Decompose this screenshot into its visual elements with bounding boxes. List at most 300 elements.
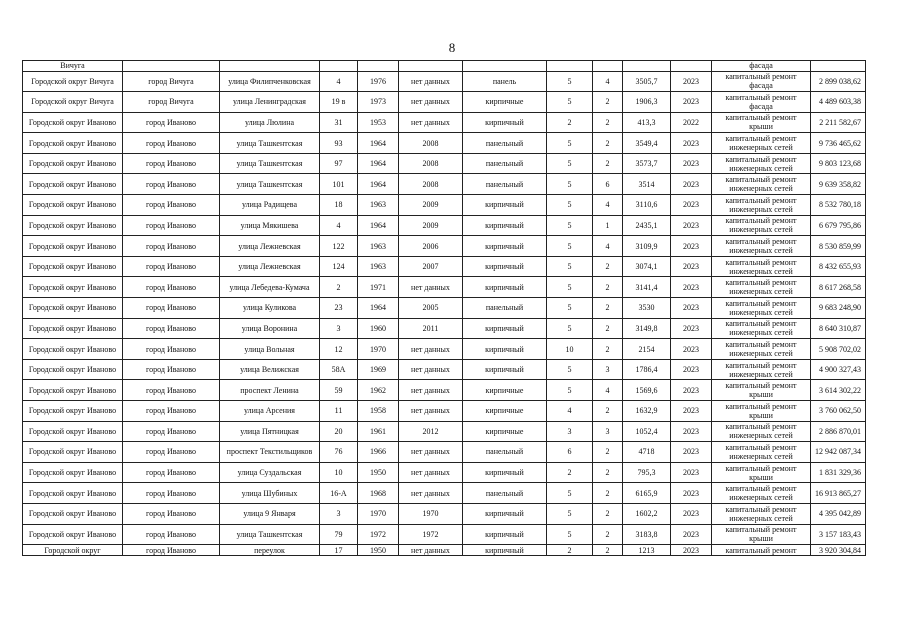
cell-district: Городской округ Иваново <box>23 112 123 133</box>
cell-floors: 5 <box>547 236 593 257</box>
cell-floors: 5 <box>547 380 593 401</box>
cell-cost: 9 736 465,62 <box>811 133 866 154</box>
cell-settlement: город Иваново <box>123 195 220 216</box>
cell-street: улица Шубиных <box>220 483 320 504</box>
cell-plan-year: 2023 <box>671 71 712 92</box>
cell-plan-year: 2023 <box>671 277 712 298</box>
cell-cost: 2 886 870,01 <box>811 421 866 442</box>
cell-year-last-repair: 2009 <box>399 195 463 216</box>
table-row <box>23 421 866 442</box>
cell-floors: 5 <box>547 298 593 319</box>
cell-cost: 9 639 358,82 <box>811 174 866 195</box>
cell-area: 1632,9 <box>623 401 671 422</box>
cell-street: улица Ташкентская <box>220 133 320 154</box>
cell-year-built: 1962 <box>358 380 399 401</box>
table-row <box>23 195 866 216</box>
cell-settlement: город Иваново <box>123 153 220 174</box>
cell-cost: 3 920 304,84 <box>811 545 866 556</box>
cell-area: 3514 <box>623 174 671 195</box>
cell-area: 6165,9 <box>623 483 671 504</box>
cell-house-number: 124 <box>320 256 358 277</box>
page-number: 8 <box>448 40 456 55</box>
cell-plan-year: 2023 <box>671 442 712 463</box>
table-row <box>23 401 866 422</box>
cell-year-last-repair: 2008 <box>399 174 463 195</box>
cell-work-type: капитальный ремонт инженерных сетей <box>712 503 811 524</box>
cell-year-built: 1970 <box>358 503 399 524</box>
cell-district: Городской округ Иваново <box>23 483 123 504</box>
cell-wall-material: кирпичный <box>463 524 547 545</box>
cell-floors: 5 <box>547 359 593 380</box>
cell-cost: 8 640 310,87 <box>811 318 866 339</box>
cell-floors: 5 <box>547 256 593 277</box>
cell-district: Городской округ Иваново <box>23 421 123 442</box>
cell-wall-material: панель <box>463 71 547 92</box>
cell-house-number: 20 <box>320 421 358 442</box>
cell-plan-year: 2023 <box>671 401 712 422</box>
cell-street: улица Лежневская <box>220 256 320 277</box>
cell-plan-year: 2023 <box>671 174 712 195</box>
cell-wall-material: кирпичный <box>463 236 547 257</box>
cell-work-type: капитальный ремонт крыши <box>712 112 811 133</box>
cell-street: улица Филипченковская <box>220 71 320 92</box>
cell-year-built: 1968 <box>358 483 399 504</box>
housing-repair-table <box>22 60 866 556</box>
table-body <box>23 61 866 556</box>
cell-work-type: капитальный ремонт инженерных сетей <box>712 133 811 154</box>
cell-street: улица Пятницкая <box>220 421 320 442</box>
cell-work-type: капитальный ремонт инженерных сетей <box>712 442 811 463</box>
cell-entrances: 2 <box>593 277 623 298</box>
cell-wall-material: панельный <box>463 298 547 319</box>
cell-plan-year: 2023 <box>671 421 712 442</box>
cell-year-built: 1958 <box>358 401 399 422</box>
table-row <box>23 133 866 154</box>
cell-cost: 1 831 329,36 <box>811 462 866 483</box>
cell-settlement: город Иваново <box>123 174 220 195</box>
cell-year-last-repair: 2009 <box>399 215 463 236</box>
cell-settlement: город Иваново <box>123 256 220 277</box>
cell-house-number: 4 <box>320 215 358 236</box>
cell-entrances: 2 <box>593 112 623 133</box>
cell-area: 795,3 <box>623 462 671 483</box>
table-row <box>23 503 866 524</box>
cell-district: Городской округ Иваново <box>23 174 123 195</box>
cell-district: Городской округ Иваново <box>23 133 123 154</box>
cell-wall-material: кирпичный <box>463 318 547 339</box>
table-row <box>23 318 866 339</box>
cell-house-number: 3 <box>320 318 358 339</box>
table-row <box>23 256 866 277</box>
cell-district: Городской округ Иваново <box>23 256 123 277</box>
cell-work-type: капитальный ремонт инженерных сетей <box>712 195 811 216</box>
cell-year-last-repair: 2012 <box>399 421 463 442</box>
cell-entrances: 2 <box>593 545 623 556</box>
cell-year-built: 1960 <box>358 318 399 339</box>
cell-entrances: 2 <box>593 256 623 277</box>
cell-house-number: 4 <box>320 71 358 92</box>
cell-floors: 4 <box>547 401 593 422</box>
cell-district: Городской округ Иваново <box>23 277 123 298</box>
cell-street: улица Куликова <box>220 298 320 319</box>
cell-settlement: город Иваново <box>123 112 220 133</box>
cell-wall-material: панельный <box>463 442 547 463</box>
cell-area: 1213 <box>623 545 671 556</box>
cell-entrances: 3 <box>593 421 623 442</box>
cell-house-number: 11 <box>320 401 358 422</box>
table-row <box>23 153 866 174</box>
cell-district: Городской округ Иваново <box>23 401 123 422</box>
cell-street: улица Лебедева-Кумача <box>220 277 320 298</box>
cell-wall-material: кирпичный <box>463 277 547 298</box>
cell-floors: 5 <box>547 71 593 92</box>
table-row <box>23 339 866 360</box>
cell-area: 3549,4 <box>623 133 671 154</box>
cell-work-type: капитальный ремонт инженерных сетей <box>712 359 811 380</box>
cell-house-number: 19 в <box>320 92 358 113</box>
cell-work-type: капитальный ремонт инженерных сетей <box>712 298 811 319</box>
table-row <box>23 545 866 556</box>
cell-floors: 2 <box>547 112 593 133</box>
cell-area: 1906,3 <box>623 92 671 113</box>
cell-settlement: город Иваново <box>123 359 220 380</box>
cell-wall-material: кирпичные <box>463 380 547 401</box>
cell-year-last-repair: нет данных <box>399 462 463 483</box>
cell-plan-year: 2023 <box>671 256 712 277</box>
cell-street: улица Ленинградская <box>220 92 320 113</box>
cell-wall-material: кирпичный <box>463 462 547 483</box>
cell-street: проспект Текстильщиков <box>220 442 320 463</box>
cell-plan-year: 2023 <box>671 236 712 257</box>
cell-year-built: 1950 <box>358 545 399 556</box>
cell-area: 1602,2 <box>623 503 671 524</box>
cell-house-number: 59 <box>320 380 358 401</box>
cell-house-number: 122 <box>320 236 358 257</box>
cell-cost: 2 899 038,62 <box>811 71 866 92</box>
cell-cost: 8 617 268,58 <box>811 277 866 298</box>
cell-house-number: 2 <box>320 277 358 298</box>
cell-work-type: капитальный ремонт инженерных сетей <box>712 236 811 257</box>
cell-entrances: 4 <box>593 195 623 216</box>
cell-settlement: город Иваново <box>123 318 220 339</box>
cell-street: улица Ташкентская <box>220 524 320 545</box>
cell-year-last-repair: нет данных <box>399 277 463 298</box>
cell-year-built: 1970 <box>358 339 399 360</box>
cell-work-type: капитальный ремонт инженерных сетей <box>712 339 811 360</box>
cell-plan-year: 2023 <box>671 92 712 113</box>
table-row <box>23 380 866 401</box>
cell-entrances: 6 <box>593 174 623 195</box>
cell-district: Городской округ Иваново <box>23 339 123 360</box>
cell-year-last-repair: нет данных <box>399 112 463 133</box>
cell-district: Городской округ Иваново <box>23 195 123 216</box>
table-row <box>23 442 866 463</box>
cell-settlement: город Вичуга <box>123 71 220 92</box>
cell-entrances: 2 <box>593 442 623 463</box>
cell-plan-year: 2023 <box>671 153 712 174</box>
cell-year-built: 1963 <box>358 256 399 277</box>
cell-floors: 5 <box>547 174 593 195</box>
cell-street: улица Велижская <box>220 359 320 380</box>
cell-cost: 3 760 062,50 <box>811 401 866 422</box>
cell-house-number: 3 <box>320 503 358 524</box>
cell-plan-year: 2023 <box>671 545 712 556</box>
cell-street: улица Люлина <box>220 112 320 133</box>
cell-entrances: 2 <box>593 298 623 319</box>
cell-house-number: 97 <box>320 153 358 174</box>
cell-floors: 2 <box>547 462 593 483</box>
cell-cost: 3 157 183,43 <box>811 524 866 545</box>
cell-plan-year: 2023 <box>671 133 712 154</box>
cell-district: Городской округ Иваново <box>23 503 123 524</box>
cell-area: 3141,4 <box>623 277 671 298</box>
cell-street: улица Мякишева <box>220 215 320 236</box>
cell-area: 3573,7 <box>623 153 671 174</box>
cell-year-built: 1964 <box>358 153 399 174</box>
cell-entrances: 2 <box>593 133 623 154</box>
cell-wall-material: кирпичный <box>463 112 547 133</box>
table-row <box>23 524 866 545</box>
cell-year-last-repair: 2011 <box>399 318 463 339</box>
cell-district: Городской округ Иваново <box>23 380 123 401</box>
cell-cost: 9 803 123,68 <box>811 153 866 174</box>
cell-street: улица Радищева <box>220 195 320 216</box>
cell-year-last-repair: нет данных <box>399 545 463 556</box>
cell-floors: 5 <box>547 215 593 236</box>
cell-house-number: 18 <box>320 195 358 216</box>
table-row <box>23 71 866 92</box>
cell-wall-material: кирпичный <box>463 545 547 556</box>
table-row <box>23 236 866 257</box>
cell-house-number: 16-А <box>320 483 358 504</box>
cell-district: Городской округ Иваново <box>23 462 123 483</box>
cell-work-type: капитальный ремонт инженерных сетей <box>712 277 811 298</box>
cell-entrances: 2 <box>593 92 623 113</box>
cell-entrances: 4 <box>593 71 623 92</box>
cell-district: Городской округ Вичуга <box>23 92 123 113</box>
cell-wall-material: кирпичные <box>463 401 547 422</box>
cell-work-type: капитальный ремонт крыши <box>712 524 811 545</box>
cell-settlement: город Иваново <box>123 236 220 257</box>
cell-entrances: 2 <box>593 318 623 339</box>
cell-settlement: город Иваново <box>123 503 220 524</box>
cell-settlement: город Иваново <box>123 380 220 401</box>
cell-plan-year: 2023 <box>671 483 712 504</box>
cell-cost: 6 679 795,86 <box>811 215 866 236</box>
cell-work-type: капитальный ремонт инженерных сетей <box>712 256 811 277</box>
cell-plan-year: 2023 <box>671 195 712 216</box>
cell-year-built: 1953 <box>358 112 399 133</box>
cell-entrances: 4 <box>593 380 623 401</box>
cell-settlement: город Иваново <box>123 215 220 236</box>
cell-settlement: город Иваново <box>123 298 220 319</box>
cell-house-number: 23 <box>320 298 358 319</box>
cell-area: 4718 <box>623 442 671 463</box>
cell-year-last-repair: 2008 <box>399 153 463 174</box>
cell-floors: 5 <box>547 277 593 298</box>
cell-work-type: капитальный ремонт инженерных сетей <box>712 483 811 504</box>
cell-plan-year: 2023 <box>671 359 712 380</box>
cell-floors: 5 <box>547 195 593 216</box>
cell-street: улица Арсения <box>220 401 320 422</box>
cell-wall-material: кирпичный <box>463 195 547 216</box>
cell-year-built: 1971 <box>358 277 399 298</box>
cell-floors: 5 <box>547 503 593 524</box>
cell-floors: 5 <box>547 133 593 154</box>
cell-house-number: 79 <box>320 524 358 545</box>
cell-cost: 8 532 780,18 <box>811 195 866 216</box>
cell-cost: 5 908 702,02 <box>811 339 866 360</box>
cell-wall-material: панельный <box>463 133 547 154</box>
table-row <box>23 462 866 483</box>
cell-wall-material: кирпичный <box>463 359 547 380</box>
cell-floors: 5 <box>547 92 593 113</box>
cell-entrances: 2 <box>593 339 623 360</box>
cell-area: 413,3 <box>623 112 671 133</box>
cell-street: улица Вольная <box>220 339 320 360</box>
cell-district: Городской округ Иваново <box>23 442 123 463</box>
cell-floors: 10 <box>547 339 593 360</box>
cell-work-type: капитальный ремонт инженерных сетей <box>712 174 811 195</box>
cell-cost: 3 614 302,22 <box>811 380 866 401</box>
cell-area: 1569,6 <box>623 380 671 401</box>
table-row <box>23 92 866 113</box>
cell-entrances: 2 <box>593 483 623 504</box>
cell-year-built: 1966 <box>358 442 399 463</box>
cell-district: Вичуга <box>23 61 123 72</box>
cell-plan-year: 2022 <box>671 112 712 133</box>
cell-year-built: 1964 <box>358 174 399 195</box>
cell-area: 2154 <box>623 339 671 360</box>
cell-entrances: 2 <box>593 401 623 422</box>
table-row <box>23 277 866 298</box>
cell-year-last-repair: нет данных <box>399 71 463 92</box>
cell-cost: 4 900 327,43 <box>811 359 866 380</box>
cell-entrances: 2 <box>593 524 623 545</box>
table-row <box>23 215 866 236</box>
cell-plan-year: 2023 <box>671 339 712 360</box>
cell-district: Городской округ Иваново <box>23 153 123 174</box>
cell-street: улица Суздальская <box>220 462 320 483</box>
cell-work-type: капитальный ремонт инженерных сетей <box>712 318 811 339</box>
cell-floors: 5 <box>547 483 593 504</box>
cell-settlement: город Иваново <box>123 401 220 422</box>
cell-area: 3109,9 <box>623 236 671 257</box>
cell-wall-material: панельный <box>463 153 547 174</box>
cell-cost: 4 489 603,38 <box>811 92 866 113</box>
cell-district: Городской округ Иваново <box>23 524 123 545</box>
cell-year-built: 1964 <box>358 215 399 236</box>
cell-plan-year: 2023 <box>671 462 712 483</box>
table-row <box>23 483 866 504</box>
cell-settlement: город Иваново <box>123 462 220 483</box>
cell-entrances: 2 <box>593 503 623 524</box>
cell-plan-year: 2023 <box>671 503 712 524</box>
cell-year-built: 1961 <box>358 421 399 442</box>
cell-street: улица Ташкентская <box>220 153 320 174</box>
cell-street: улица 9 Января <box>220 503 320 524</box>
cell-year-last-repair: нет данных <box>399 380 463 401</box>
cell-street: улица Ташкентская <box>220 174 320 195</box>
cell-year-last-repair: 2007 <box>399 256 463 277</box>
cell-cost: 16 913 865,27 <box>811 483 866 504</box>
cell-entrances: 2 <box>593 462 623 483</box>
cell-plan-year: 2023 <box>671 298 712 319</box>
cell-plan-year: 2023 <box>671 318 712 339</box>
cell-floors: 6 <box>547 442 593 463</box>
cell-year-built: 1964 <box>358 133 399 154</box>
cell-district: Городской округ Иваново <box>23 298 123 319</box>
cell-settlement: город Иваново <box>123 524 220 545</box>
cell-street: улица Лежневская <box>220 236 320 257</box>
cell-year-built: 1972 <box>358 524 399 545</box>
cell-street: проспект Ленина <box>220 380 320 401</box>
cell-year-built: 1963 <box>358 236 399 257</box>
cell-work-type: капитальный ремонт крыши <box>712 401 811 422</box>
cell-work-type: капитальный ремонт крыши <box>712 380 811 401</box>
cell-area: 3530 <box>623 298 671 319</box>
cell-house-number: 101 <box>320 174 358 195</box>
cell-year-built: 1950 <box>358 462 399 483</box>
cell-wall-material: кирпичный <box>463 503 547 524</box>
cell-cost: 8 432 655,93 <box>811 256 866 277</box>
cell-year-last-repair: 2006 <box>399 236 463 257</box>
cell-work-type: капитальный ремонт инженерных сетей <box>712 215 811 236</box>
cell-year-built: 1969 <box>358 359 399 380</box>
table-row <box>23 359 866 380</box>
cell-district: Городской округ Иваново <box>23 318 123 339</box>
cell-area: 3110,6 <box>623 195 671 216</box>
cell-street: улица Воронина <box>220 318 320 339</box>
cell-cost: 2 211 582,67 <box>811 112 866 133</box>
cell-wall-material: кирпичный <box>463 339 547 360</box>
cell-entrances: 2 <box>593 153 623 174</box>
cell-settlement: город Иваново <box>123 421 220 442</box>
cell-cost: 4 395 042,89 <box>811 503 866 524</box>
cell-plan-year: 2023 <box>671 215 712 236</box>
table-row <box>23 112 866 133</box>
cell-work-type: капитальный ремонт инженерных сетей <box>712 153 811 174</box>
cell-house-number: 31 <box>320 112 358 133</box>
cell-work-type: капитальный ремонт инженерных сетей <box>712 421 811 442</box>
cell-year-last-repair: нет данных <box>399 401 463 422</box>
cell-settlement: город Иваново <box>123 133 220 154</box>
cell-cost: 9 683 248,90 <box>811 298 866 319</box>
cell-year-last-repair: нет данных <box>399 92 463 113</box>
cell-wall-material: кирпичные <box>463 421 547 442</box>
cell-floors: 2 <box>547 545 593 556</box>
cell-year-last-repair: нет данных <box>399 339 463 360</box>
cell-year-built: 1976 <box>358 71 399 92</box>
cell-entrances: 3 <box>593 359 623 380</box>
cell-year-last-repair: 2005 <box>399 298 463 319</box>
cell-settlement: город Иваново <box>123 339 220 360</box>
cell-work-type: фасада <box>712 61 811 72</box>
cell-plan-year: 2023 <box>671 524 712 545</box>
cell-house-number: 12 <box>320 339 358 360</box>
cell-district: Городской округ Иваново <box>23 215 123 236</box>
table-row <box>23 174 866 195</box>
cell-work-type: капитальный ремонт <box>712 545 811 556</box>
cell-district: Городской округ <box>23 545 123 556</box>
cell-year-last-repair: 1972 <box>399 524 463 545</box>
cell-cost: 12 942 087,34 <box>811 442 866 463</box>
cell-area: 1786,4 <box>623 359 671 380</box>
cell-work-type: капитальный ремонт фасада <box>712 92 811 113</box>
cell-area: 3505,7 <box>623 71 671 92</box>
cell-wall-material: кирпичный <box>463 215 547 236</box>
cell-settlement: город Иваново <box>123 442 220 463</box>
